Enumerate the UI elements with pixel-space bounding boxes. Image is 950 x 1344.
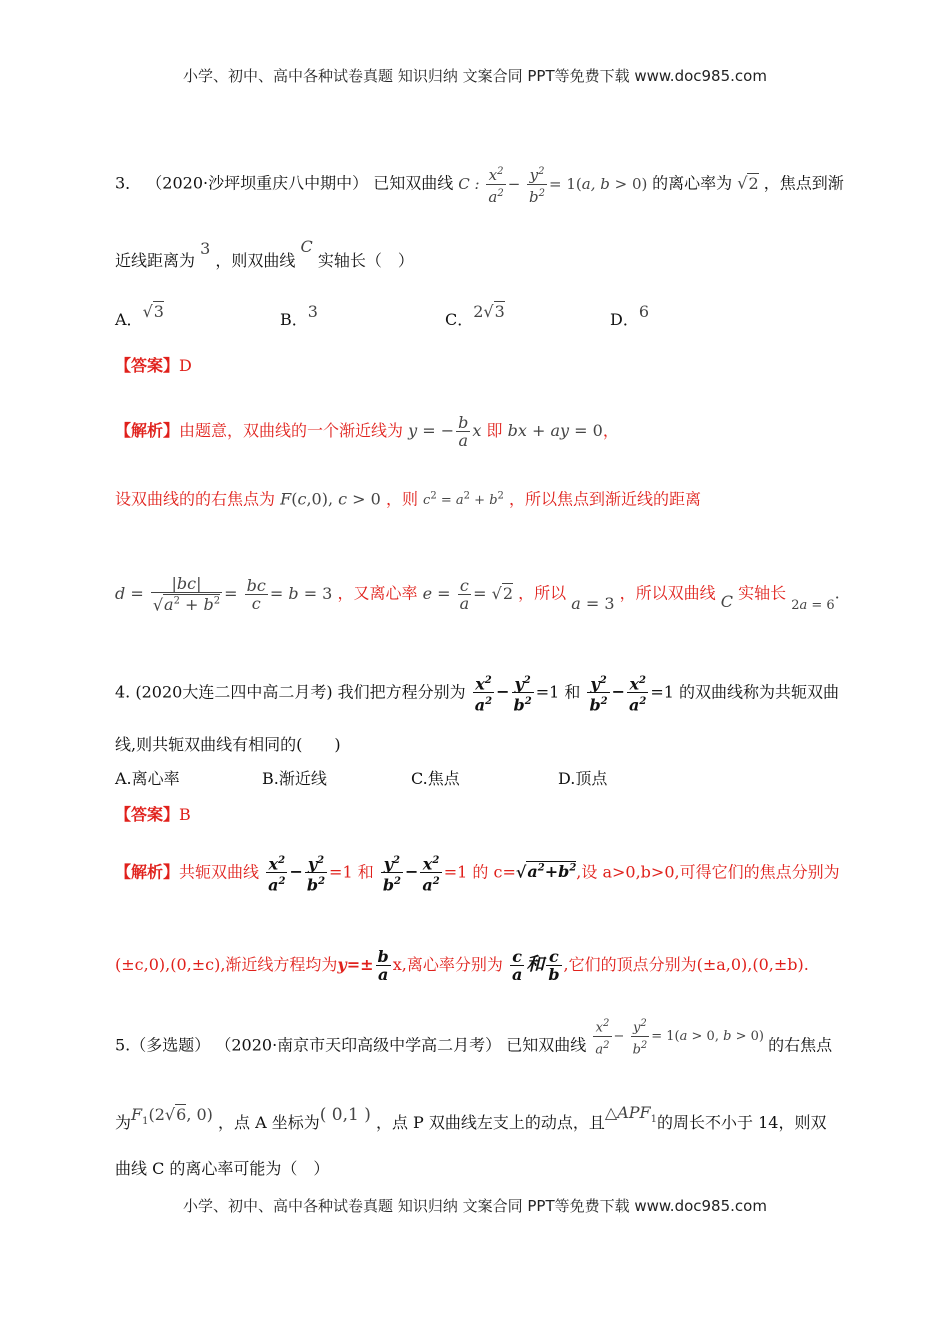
q5-triangle: $\triangle APF_1$ [604, 1103, 657, 1126]
q5-line-3: 曲线 C 的离心率可能为（ ） [115, 1159, 330, 1178]
q4-line-1: 4. (2020大连二四中高二月考) 我们把方程分别为 $\frac{x^2}{a^2}$ − $\frac{y^2}{b^2}$ =1 和 $\frac{y^2}{b^2}$ − $\frac{x^2}{a^2}$ =1 的双曲线称为共轭双曲 [115, 674, 840, 715]
q3-curve: C [300, 237, 313, 256]
page-footer: 小学、初中、高中各种试卷真题 知识归纳 文案合同 PPT等免费下载 www.doc985.com [183, 1197, 767, 1215]
q5-line-1: 5.（多选题） （2020·南京市天印高级中学高二月考） 已知双曲线 $^{\frac{x^2}{a^2} - \frac{y^2}{b^2} = 1(a > 0, b > 0)}$ 的右焦点 [115, 1018, 833, 1058]
q3-distance-formula: d = $\frac{|bc|}{√a^2 + b^2}$ = $\frac{bc}{c}$ = b = 3 [115, 574, 333, 615]
q5-line-2: 为$F_1(2√6$, 0) ，点 A 坐标为( 0,1 ) ，点 P 双曲线左支上的动点，且$\triangle APF_1$的周长不小于 14，则双 [115, 1103, 827, 1132]
q3-option-c[interactable]: C．2√3 [445, 302, 505, 329]
q4-option-c[interactable]: C.焦点 [411, 769, 460, 788]
q4-line-2: 线,则共轭双曲线有相同的( ) [115, 735, 341, 754]
q4-analysis-2: (±c,0),(0,±c),渐近线方程均为y=± $\frac{b}{a}$ x,离心率分别为 $\frac{c}{a}$ 和 $\frac{c}{b}$ ,它们的顶点分别为(±a,0),(0,±b). [115, 947, 809, 984]
q4-analysis-1: 【解析】共轭双曲线 $\frac{x^2}{a^2}$ − $\frac{y^2}{b^2}$ =1 和 $\frac{y^2}{b^2}$ − $\frac{x^2}{a^2}$ =1 的 $c=√a^2+b^2$,设 a>0,b>0,可得它们的焦点分别为 [115, 854, 840, 895]
q3-focus: F(c,0), c > 0 [280, 489, 381, 509]
q5-condition: x2 a2 − y2 b2 = 1(a > 0, b > 0) [595, 1018, 764, 1058]
q3-line-eq: bx + ay = 0 [507, 421, 603, 440]
q3-distance: 3 [200, 239, 211, 258]
q3-answer: 【答案】D [115, 356, 192, 375]
q3-number: 3． [115, 173, 142, 193]
q3-line-2: 近线距离为 3 ，则双曲线 C 实轴长（ ） [115, 237, 414, 270]
q5-focus: $F_1(2√6$, 0) [131, 1105, 213, 1128]
q4-option-b[interactable]: B.渐近线 [262, 769, 327, 788]
q3-source: （2020·沙坪坝重庆八中期中） [146, 173, 369, 193]
q3-option-d[interactable]: D．6 [610, 302, 650, 329]
q4-options [115, 769, 815, 791]
q3-analysis-1: 【解析】由题意，双曲线的一个渐近线为 y = − $\frac{b}{a}$ x 即 bx + ay = 0， [115, 413, 619, 450]
q3-line-1: 3． （2020·沙坪坝重庆八中期中） 已知双曲线 C : $\frac{x^2}{a^2}$ − $\frac{y^2}{b^2}$ = 1(a, b > 0) 的离心率为 √2 ，焦点到渐 [115, 166, 844, 206]
q4-option-d[interactable]: D.顶点 [558, 769, 608, 788]
q3-options [115, 302, 815, 332]
q3-option-b[interactable]: B．3 [280, 302, 318, 329]
q3-analysis-3: d = $\frac{|bc|}{√a^2 + b^2}$ = $\frac{bc}{c}$ = b = 3 ，又离心率 e = $\frac{c}{a}$ = √2 ，所以 a = 3 ，所以双曲线 C 实轴长 $_{2a = 6}$. [115, 574, 840, 615]
q3-analysis-2: 设双曲线的的右焦点为 F(c,0), c > 0 ，则 $c^2 = a^2 + b^2$ ，所以焦点到渐近线的距离 [115, 489, 702, 509]
q4-source: (2020大连二四中高二月考) [135, 682, 333, 702]
q5-source: （2020·南京市天印高级中学高二月考） [215, 1035, 502, 1055]
q4-number: 4. [115, 682, 131, 702]
q4-answer: 【答案】B [115, 805, 191, 824]
q3-condition: C : $\frac{x^2}{a^2}$ − $\frac{y^2}{b^2}$ = 1(a, b > 0) [458, 166, 648, 206]
q3-option-a[interactable]: A．√3 [115, 302, 164, 329]
q5-point-a: ( 0,1 ) [319, 1105, 371, 1125]
q3-eccentricity: √2 [737, 173, 759, 193]
q3-asymptote: y = − $\frac{b}{a}$ x [408, 413, 482, 450]
q4-option-a[interactable]: A.离心率 [115, 769, 180, 788]
page-header: 小学、初中、高中各种试卷真题 知识归纳 文案合同 PPT等免费下载 www.doc985.com [183, 67, 767, 85]
q5-number: 5. [115, 1035, 131, 1055]
